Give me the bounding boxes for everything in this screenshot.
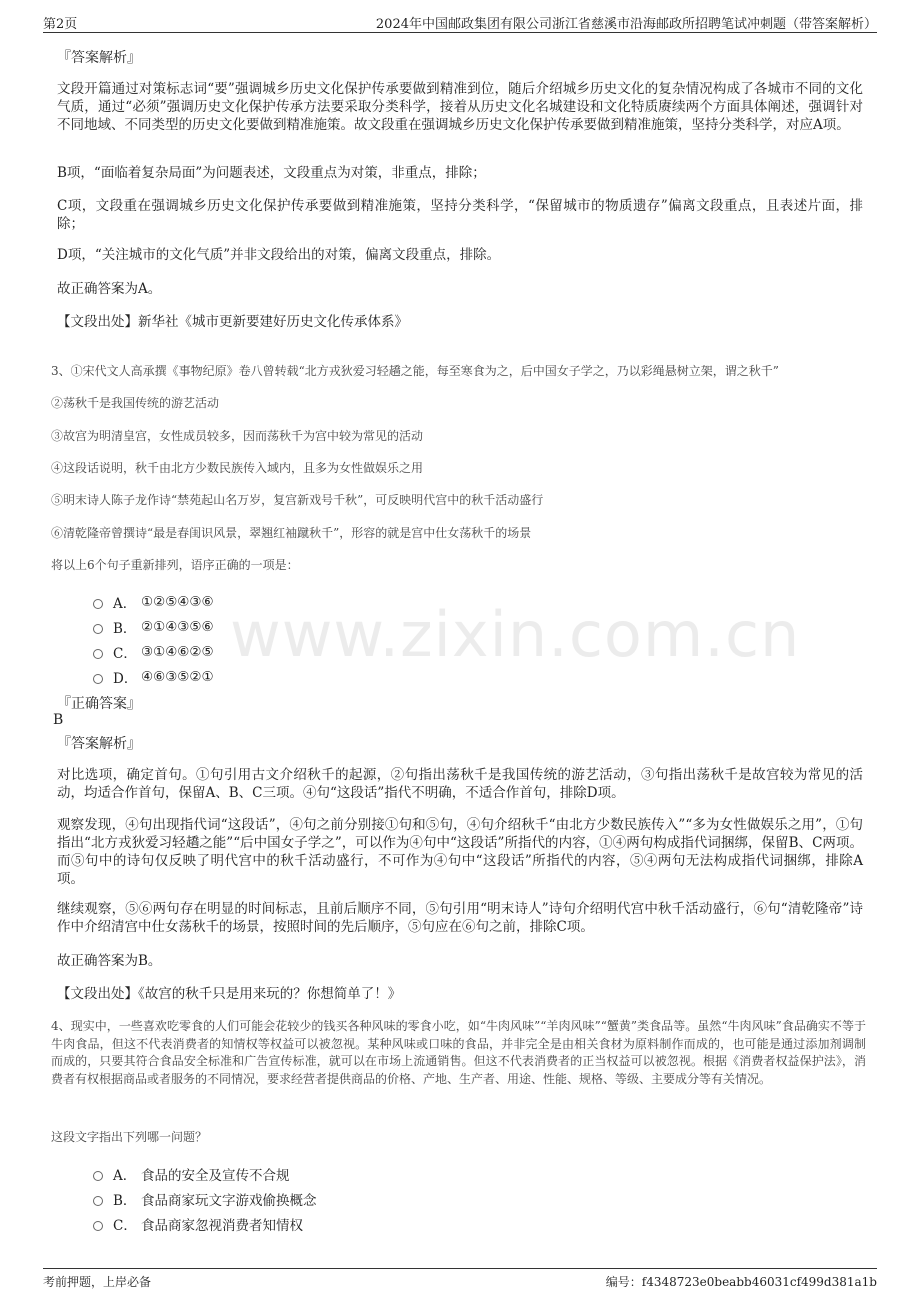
q4-option-b[interactable]: B． 食品商家玩文字游戏偷换概念 xyxy=(93,1189,317,1209)
q2-source: 【文段出处】新华社《城市更新要建好历史文化传承体系》 xyxy=(57,314,408,330)
q3-sentence-5: ⑤明末诗人陈子龙作诗“禁苑起山名万岁，复宫新戏号千秋”，可反映明代宫中的秋千活动盛行 xyxy=(51,493,544,507)
q2-analysis-para-4: D项，“关注城市的文化气质”并非文段给出的对策，偏离文段重点，排除。 xyxy=(57,247,501,263)
radio-icon[interactable] xyxy=(93,1221,103,1231)
q3-answer-label: 『正确答案』 xyxy=(57,696,141,712)
q3-sentence-2: ②荡秋千是我国传统的游艺活动 xyxy=(51,396,220,410)
q2-analysis-para-2: B项，“面临着复杂局面”为问题表述，文段重点为对策，非重点，排除； xyxy=(57,165,486,181)
page-number: 第2页 xyxy=(43,17,78,32)
q3-analysis-para-3: 继续观察，⑤⑥两句存在明显的时间标志，且前后顺序不同，⑤句引用“明末诗人”诗句介绍明代宫中秋千活动盛行，⑥句“清乾隆帝”诗作中介绍清宫中仕女荡秋千的场景，按照时间的先后顺序，⑤句应在⑥句之前，排除C项。 xyxy=(57,901,863,935)
radio-icon[interactable] xyxy=(93,624,103,634)
q4-option-c[interactable]: C． 食品商家忽视消费者知情权 xyxy=(93,1214,303,1234)
radio-icon[interactable] xyxy=(93,1171,103,1181)
q3-answer: B xyxy=(53,712,64,728)
q2-analysis-para-3: C项，文段重在强调城乡历史文化保护传承要做到精准施策，坚持分类科学，“保留城市的物质遗存”偏离文段重点，且表述片面，排除； xyxy=(57,198,863,232)
watermark: www.zixin.com.cn xyxy=(230,598,801,671)
q3-option-d[interactable]: D． ④⑥③⑤②① xyxy=(93,667,214,687)
q3-option-b[interactable]: B． ②①④③⑤⑥ xyxy=(93,617,214,637)
q3-option-c[interactable]: C． ③①④⑥②⑤ xyxy=(93,642,214,662)
q2-conclusion: 故正确答案为A。 xyxy=(57,281,162,297)
q4-stem: 4、现实中，一些喜欢吃零食的人们可能会花较少的钱买各种风味的零食小吃，如“牛肉风味”“羊肉风味”“蟹黄”类食品等。虽然“牛肉风味”食品确实不等于牛肉食品，但这不代表消费者的知情权等权益可以被忽视。某种风味或口味的食品，并非完全是由相关食材为原料制作而成的，也可能是通过添加剂调制而成的，只要其符合食品安全标准和广告宣传标准，就可以在市场上流通销售。但这不代表消费者的正当权益可以被忽视。根据《消费者权益保护法》，消费者有权根据商品或者服务的不同情况，要求经营者提供商品的价格、产地、生产者、用途、性能、规格、等级、主要成分等有关情况。 xyxy=(51,1019,866,1086)
q2-analysis-label: 『答案解析』 xyxy=(57,50,141,66)
page-footer xyxy=(43,1268,877,1291)
q4-prompt: 这段文字指出下列哪一问题？ xyxy=(51,1130,208,1144)
q3-sentence-1: 3、①宋代文人高承撰《事物纪原》卷八曾转载“北方戎狄爱习轻趫之能，每至寒食为之，后中国女子学之，乃以彩绳悬树立架，谓之秋千” xyxy=(51,364,779,378)
radio-icon[interactable] xyxy=(93,649,103,659)
q3-sentence-6: ⑥清乾隆帝曾撰诗“最是春闺识风景，翠翘红袖蹴秋千”，形容的就是宫中仕女荡秋千的场景 xyxy=(51,526,532,540)
q3-sentence-3: ③故宫为明清皇宫，女性成员较多，因而荡秋千为宫中较为常见的活动 xyxy=(51,429,424,443)
radio-icon[interactable] xyxy=(93,1196,103,1206)
document-title: 2024年中国邮政集团有限公司浙江省慈溪市沿海邮政所招聘笔试冲刺题（带答案解析） xyxy=(375,17,877,32)
page-header xyxy=(43,10,877,33)
radio-icon[interactable] xyxy=(93,599,103,609)
q3-analysis-para-1: 对比选项，确定首句。①句引用古文介绍秋千的起源，②句指出荡秋千是我国传统的游艺活动，③句指出荡秋千是故宫较为常见的活动，均适合作首句，保留A、B、C三项。④句“这段话”指代不明确，不适合作首句，排除D项。 xyxy=(57,767,863,801)
q3-analysis-para-2: 观察发现，④句出现指代词“这段话”，④句之前分别接①句和⑤句，④句介绍秋千“由北方少数民族传入”“多为女性做娱乐之用”，①句指出“北方戎狄爱习轻趫之能”“后中国女子学之”，可以作为④句中“这段话”所指代的内容，①④两句构成指代词捆绑，保留B、C两项。而⑤句中的诗句仅反映了明代宫中的秋千活动盛行，不可作为④句中“这段话”所指代的内容，⑤④两句无法构成指代词捆绑，排除A项。 xyxy=(57,817,863,887)
q3-sentence-4: ④这段话说明，秋千由北方少数民族传入域内，且多为女性做娱乐之用 xyxy=(51,461,424,475)
q3-analysis-label: 『答案解析』 xyxy=(57,736,141,752)
q2-analysis-para-1: 文段开篇通过对策标志词“要”强调城乡历史文化保护传承要做到精准到位，随后介绍城乡历史文化的复杂情况构成了各城市不同的文化气质，通过“必须”强调历史文化保护传承方法要采取分类科学，接着从历史文化名城建设和文化特质赓续两个方面具体阐述，强调针对不同地域、不同类型的历史文化要做到精准施策。故文段重在强调城乡历史文化保护传承要做到精准施策，坚持分类科学，对应A项。 xyxy=(57,81,863,133)
q4-option-a[interactable]: A． 食品的安全及宣传不合规 xyxy=(93,1164,290,1184)
q3-conclusion: 故正确答案为B。 xyxy=(57,953,162,969)
q3-source: 【文段出处】《故宫的秋千只是用来玩的？你想简单了！》 xyxy=(57,986,402,1002)
q3-prompt: 将以上6个句子重新排列，语序正确的一项是： xyxy=(51,558,299,572)
footer-slogan: 考前押题，上岸必备 xyxy=(43,1275,152,1289)
document-id: 编号：f4348723e0beabb46031cf499d381a1b xyxy=(605,1275,877,1289)
radio-icon[interactable] xyxy=(93,674,103,684)
q3-option-a[interactable]: A． ①②⑤④③⑥ xyxy=(93,592,214,612)
